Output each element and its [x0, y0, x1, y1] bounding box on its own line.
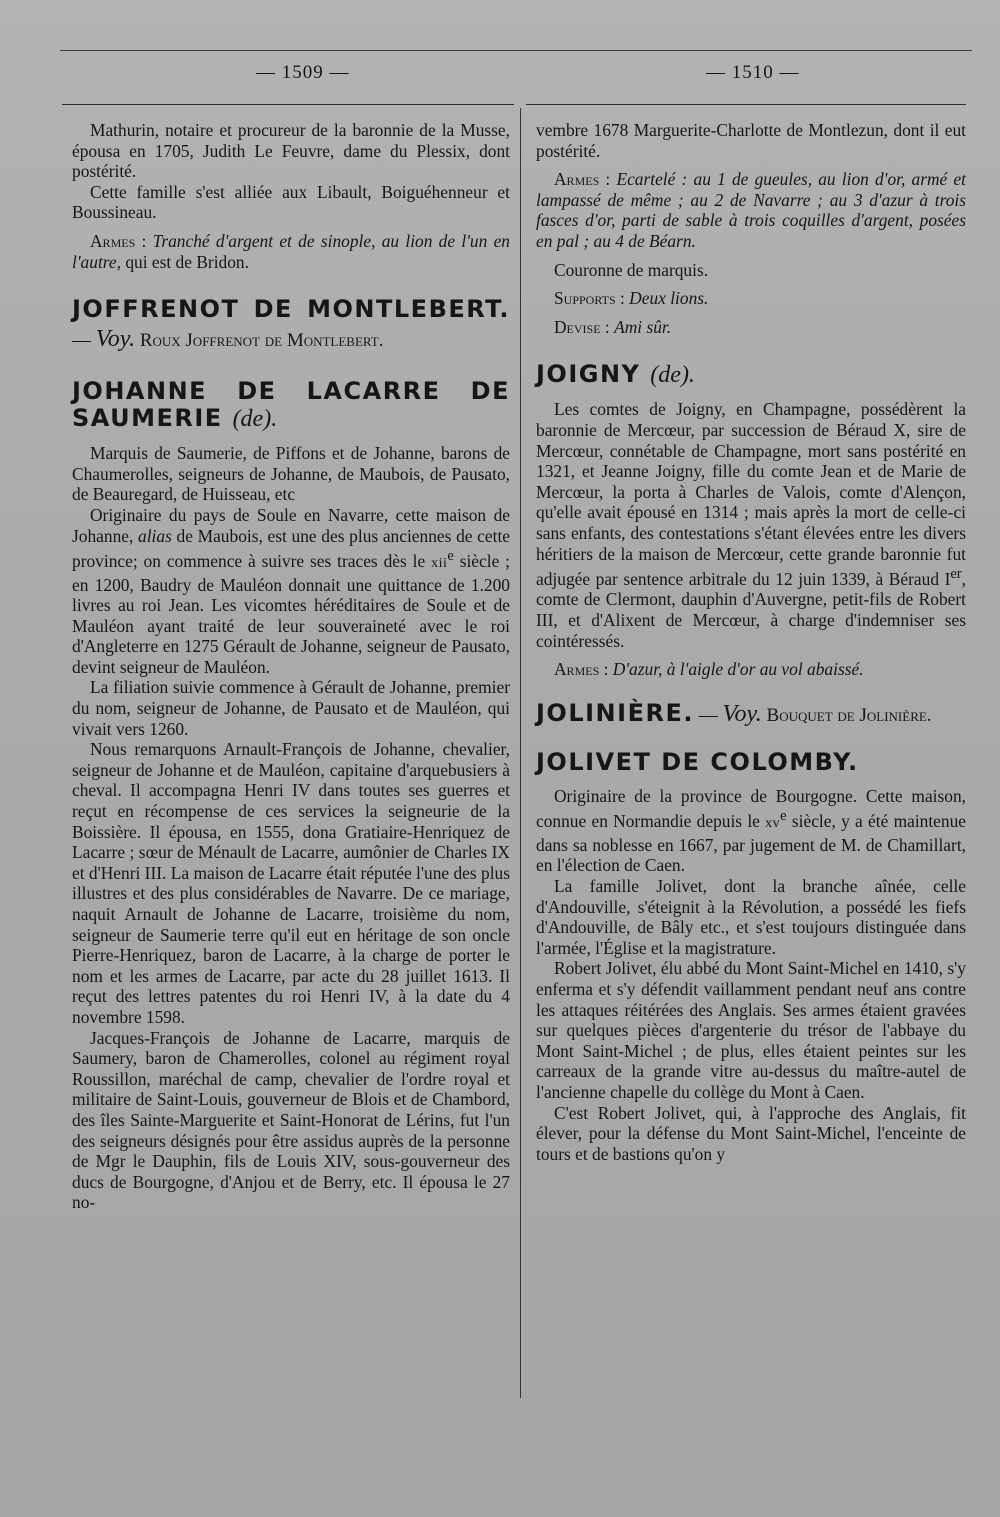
- paragraph-jacques-francois: Jacques-François de Johanne de Lacarre, marquis de Saumery, baron de Chamerolles, colonel au régiment royal Roussillon, maréchal de camp, chevalier de l'ordre royal et militaire de Saint-Louis, gouverneur de Blois et de Chambord, des îles Sainte-Marguerite et Saint-Honorat de Lérins, fut l'un des seigneurs désignés pour être assidus auprès de la personne de Mgr le Dauphin, fils de Louis XIV, sous-gouverneur des ducs de Bourgogne, d'Anjou et de Berry, etc. Il épousa le 27 no-: [72, 1027, 510, 1213]
- right-header-rule: [526, 104, 966, 105]
- paragraph-alliances: Cette famille s'est alliée aux Libault, Boiguéhenneur et Boussineau.: [72, 181, 510, 223]
- right-column: [536, 120, 966, 1164]
- arms-joigny: Armes : D'azur, à l'aigle d'or au vol abaissé.: [554, 659, 864, 680]
- left-header-rule: [62, 104, 514, 105]
- arms-blazon: Tranché d'argent et de sinople, au lion de l'un en l'autre,: [72, 230, 510, 272]
- arms-label: Armes: [90, 230, 136, 251]
- paragraph-jolivet-family: La famille Jolivet, dont la branche aînée, celle d'Andouville, s'éteignit à la Révolution, a possédé les fiefs d'Andouville, de Bâly etc., et s'est toujours distinguée dans l'armée, l'Église et la magistrature.: [536, 876, 966, 958]
- paragraph-joigny: Les comtes de Joigny, en Champagne, possédèrent la baronnie de Mercœur, par succession de Béraud X, sire de Mercœur, connétable de Champagne, mort sans postérité en 1321, et Jeanne Joigny, fille du comte Jean et de Marie de Mercœur, la porta à Charles de Valois, comte d'Alençon, qu'elle avait épousé en 1314 ; mais après la mort de celle-ci sans enfants, des contestations s'étant élevées entre les divers héritiers de la maison de Mercœur, cette grande baronnie fut adjugée par sentence arbitrale du 12 juin 1339, à Béraud Ier, comte de Clermont, dauphin d'Auvergne, petit-fils de Robert III, et d'Alixent de Mercœur, à charge d'indemniser ses cointéressés.: [536, 399, 966, 651]
- entry-title-jolivet: JOLIVET DE COLOMBY.: [536, 747, 859, 776]
- paragraph-johanne-origin: Originaire du pays de Soule en Navarre, cette maison de Johanne, alias de Maubois, est une des plus anciennes de cette province; on commence à suivre ses traces dès le xii$^e$ siècle ; en 1200, Baudry de Mauléon donnait une quittance de 1.200 livres au roi Jean. Les vicomtes héréditaires de Soule et de Mauléon ayant traité de leur souveraineté avec le roi d'Angleterre en 1275 Gérault de Johanne, seigneur de Pausato, devint seigneur de Mauléon.: [72, 504, 510, 677]
- paragraph-johanne-filiation: La filiation suivie commence à Gérault de Johanne, premier du nom, seigneur de Johanne, de Pausato et de Mauléon, qui vivait vers 1260.: [72, 677, 510, 739]
- devise-line: Devise : Ami sûr.: [554, 316, 672, 337]
- entry-title-joliniere: JOLINIÈRE. — Voy. Bouquet de Jolinière.: [536, 698, 932, 727]
- entry-title-joffrenot: JOFFRENOT DE MONTLEBERT. — Voy. Roux Joffrenot de Montlebert.: [72, 295, 510, 353]
- entry-title-joigny: JOIGNY (de).: [536, 360, 695, 389]
- arms-bridon: Armes : Tranché d'argent et de sinople, au lion de l'un en l'autre, qui est de Bridon.: [72, 230, 510, 272]
- supports-line: Supports : Deux lions.: [554, 288, 709, 309]
- column-divider: [520, 108, 521, 1398]
- cross-reference: Bouquet de Jolinière.: [761, 704, 932, 726]
- paragraph-continuation: vembre 1678 Marguerite-Charlotte de Montlezun, dont il eut postérité.: [536, 120, 966, 161]
- entry-title-johanne: JOHANNE DE LACARRE DE SAUMERIE (de).: [72, 377, 510, 433]
- top-rule: [60, 50, 972, 51]
- left-page-number: — 1509 —: [256, 62, 350, 83]
- paragraph-mathurin: Mathurin, notaire et procureur de la baronnie de la Musse, épousa en 1705, Judith Le Feuvre, dame du Plessix, dont postérité.: [72, 120, 510, 182]
- paragraph-johanne-titles: Marquis de Saumerie, de Piffons et de Johanne, barons de Chaumerolles, seigneurs de Johanne, de Maubois, de Pausato, de Beauregard, de Huisseau, etc: [72, 443, 510, 505]
- couronne-line: Couronne de marquis.: [554, 259, 709, 280]
- paragraph-mont-saint-michel: C'est Robert Jolivet, qui, à l'approche des Anglais, fit élever, pour la défense du Mont Saint-Michel, l'enceinte de tours et de bastions qu'on y: [536, 1102, 966, 1164]
- cross-reference: Roux Joffrenot de Montlebert.: [135, 330, 384, 352]
- paragraph-robert-jolivet: Robert Jolivet, élu abbé du Mont Saint-Michel en 1410, s'y enferma et s'y défendit vaillamment pendant neuf ans contre les attaques réitérées des Anglais. Ses armes étaient gravées sur quelques pièces d'argenterie du trésor de l'abbaye du Mont Saint-Michel ; de plus, elles étaient peintes sur les carreaux de la grande vitre au-dessus du maître-autel de l'ancienne chapelle du collège du Mont à Caen.: [536, 958, 966, 1102]
- right-page-number: — 1510 —: [706, 62, 800, 83]
- paragraph-jolivet-origin: Originaire de la province de Bourgogne. Cette maison, connue en Normandie depuis le $xv^e$ siècle, y a été maintenue dans sa noblesse en 1667, par jugement de M. de Chamillart, en l'élection de Caen.: [536, 785, 967, 876]
- arms-johanne: Armes : Ecartelé : au 1 de gueules, au lion d'or, armé et lampassé de même ; au 2 de Navarre ; au 3 d'azur à trois fasces d'or, parti de sable à trois coquilles d'argent, posées en pal ; au 4 de Béarn.: [536, 169, 966, 251]
- left-column: [72, 120, 510, 1213]
- paragraph-arnault-francois: Nous remarquons Arnault-François de Johanne, chevalier, seigneur de Johanne et de Mauléon, capitaine d'arquebusiers à cheval. Il accompagna Henri IV dans toutes ses guerres et reçut en récompense de ces services la seigneurie de la Boissière. Il épousa, en 1555, dona Gratiaire-Henriquez de Lacarre ; sœur de Ménault de Lacarre, aumônier de Charles IX et d'Henri III. La maison de Lacarre était réputée l'une des plus illustres et des plus considérables de Navarre. De ce mariage, naquit Arnault de Johanne de Lacarre, troisième du nom, seigneur de Saumerie terre qu'il eut en héritage de son oncle Pierre-Henriquez, baron de Lacarre, à la charge de porter le nom et les armes de Lacarre, par acte du 28 juillet 1613. Il reçut des lettres patentes du roi Henri IV, à la date du 4 novembre 1598.: [72, 739, 510, 1027]
